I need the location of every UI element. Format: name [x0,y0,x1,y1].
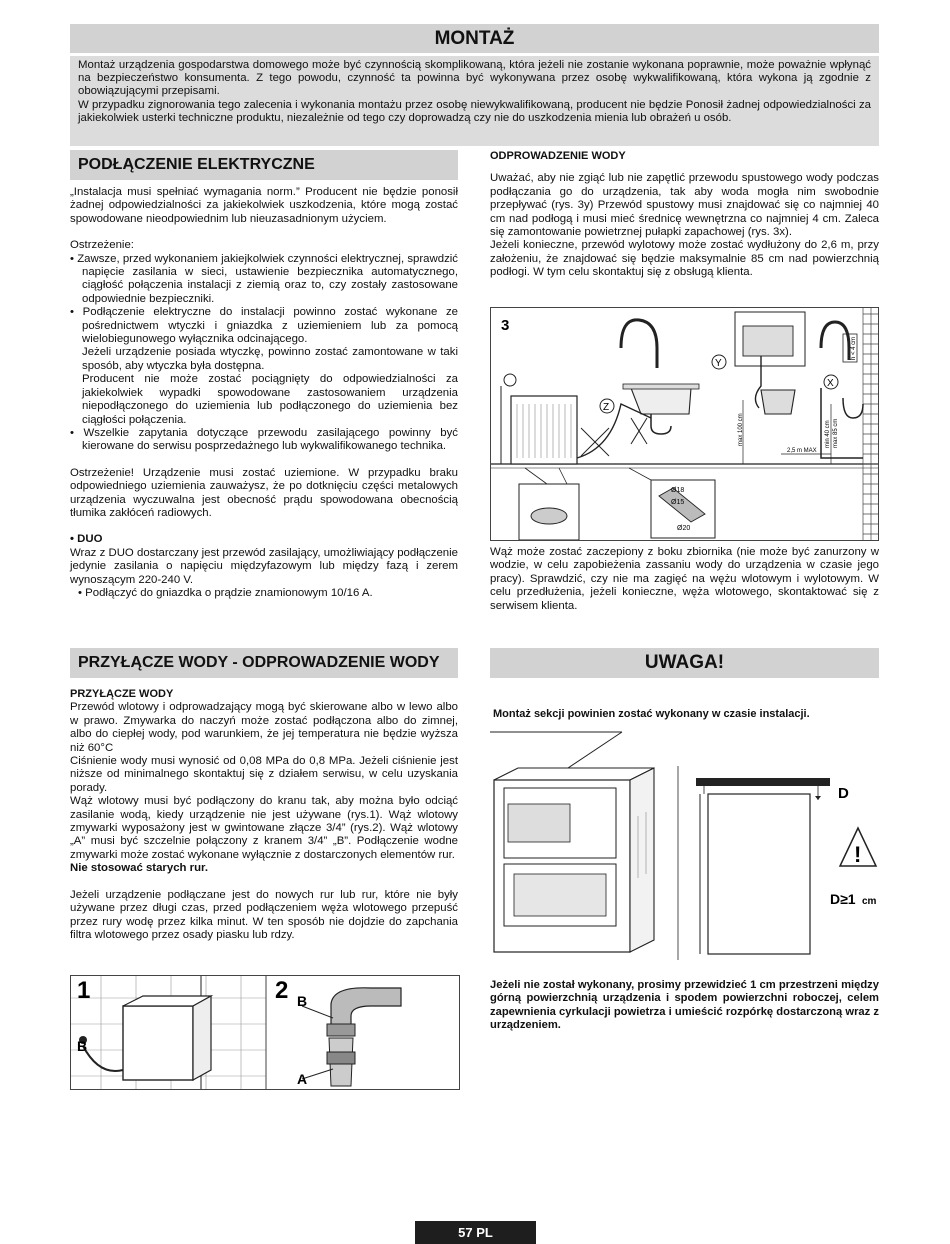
water-subheading: PRZYŁĄCZE WODY [70,688,174,700]
electrical-section [70,186,458,600]
uwaga-bottom-note: Jeżeli nie został wykonany, prosimy przewidzieć 1 cm przestrzeni między górną powierzchnią urządzenia i spodem powierzchni roboczej, celem zapewnienia cyrkulacji powietrza i umieścić rozpórkę dostarczoną wraz z urządzeniem. [490,979,879,1032]
intro-paragraph-1: Montaż urządzenia gospodarstwa domowego może być czynnością skomplikowaną, która jeżeli nie zostanie wykonana poprawnie, może poważnie wpłynąć na bezpieczeństwo konsumenta. Z tego powodu, czynność ta powinna być wykonywana przez osobę wykwalifikowaną, która wykona ją zgodnie z obowiązującymi przepisami. [78,59,871,98]
warning-bullet-2: • Podłączenie elektryczne do instalacji powinno zostać wykonane ze pośrednictwem wtyczki i gniazdka z uziemieniem lub za pomocą wielobiegunowego wyłącznika odcinającego. [70,306,458,346]
uwaga-note: Montaż sekcji powinien zostać wykonany w czasie instalacji. [493,708,810,720]
figure-3-label-y: Y [715,358,722,369]
electrical-paragraph: „Instalacja musi spełniać wymagania norm.” Producent nie będzie ponosił żadnej odpowiedzialności za jakiekolwiek uszkodzenia, które mogą zostać spowodowane nieodpowiednim lub nieuzasadnionym użyciem. [70,186,458,225]
figure-3-h4: h < 4 cm [851,336,857,360]
figure-3-label-z: Z [603,402,610,413]
figure-3-min-40: min 40 cm [825,420,831,448]
figure-installation [490,728,879,960]
section-title-uwaga: UWAGA! [490,648,879,678]
intro-paragraph-2: W przypadku zignorowania tego zalecenia i wykonania montażu przez osobę niewykwalifikowaną, producent nie będzie Ponosił żadnej odpowiedzialności za jakiekolwiek usterki techniczne produktu, niezależnie od tego czy doprowadzą czy nie do uszkodzenia mienia lub obrażeń u osób. [78,98,871,124]
figure-1-number: 1 [77,977,91,1004]
figure-1-2-drawing [71,976,460,1090]
water-paragraph-5: Jeżeli urządzenie podłączane jest do nowych rur lub rur, które nie były używane przez długi czas, przed podłączeniem węża wlotowego przepuść przez rury wodę przez kilka minut. W ten sposób nie dojdzie do zapchania filtra wlotowego przez osady piasku lub rdzy. [70,888,458,941]
figure-3-max-25: 2,5 m MAX [787,448,817,454]
warning-bullet-2-note-1: Jeżeli urządzenie posiada wtyczkę, powinno zostać zamontowane w taki sposób, aby wtyczka była dostępna. [82,346,458,372]
section-title-electrical: PODŁĄCZENIE ELEKTRYCZNE [70,150,458,180]
water-paragraph-1: Przewód wlotowy i odprowadzający mogą być skierowane albo w lewo albo w prawo. Zmywarka do naczyń może zostać podłączona albo do zimnej, albo do ciepłej wody, pod warunkiem, że jej temperatura nie będzie wyższa niż 60°C [70,701,458,754]
installation-label-cm: cm [862,896,877,907]
page-title: MONTAŻ [70,24,879,53]
grounding-paragraph: Ostrzeżenie! Urządzenie musi zostać uziemione. W przypadku braku odpowiedniego uziemienia zauważysz, że po dotknięciu części metalowych urządzenia wyczuwalna jest obecność prądu spowodowana obecnością tłumika zakłóceń radiowych. [70,466,458,519]
drain-subheading: ODPROWADZENIE WODY [490,150,626,162]
figure-2-label-a: A [297,1071,308,1087]
water-paragraph-3: Wąż wlotowy musi być podłączony do kranu tak, aby można było odciąć zasilanie wodą, kiedy urządzenie nie jest używane (rys.1). Wąż wlotowy zmywarki wyposażony jest w gwintowane złącze 3/4” (rys.2). Wąż wlotowy „A” musi być szczelnie połączony z kranem 3/4” „B”. Podłączenie wodne zmywarki może zostać wykonane wyłącznie z dostarczonych elementów rur. [70,795,458,861]
duo-heading: • DUO [70,533,103,546]
water-warning: Nie stosować starych rur. [70,862,209,875]
figure-3-d18: Ø18 [671,487,685,494]
water-section [70,688,458,942]
figure-3-number: 3 [501,317,510,334]
duo-paragraph: Wraz z DUO dostarczany jest przewód zasilający, umożliwiający podłączenie jedynie zasilania o napięciu międzyfazowym lub między fazą i zerem wynoszącym 220-240 V. [70,546,458,586]
figure-3-d15: Ø15 [671,499,685,506]
figure-3-d20: Ø20 [677,525,691,532]
section-title-water: PRZYŁĄCZE WODY - ODPROWADZENIE WODY [70,648,458,678]
warning-icon: ! [854,842,862,867]
warning-bullet-2-note-2: Producent nie może zostać pociągnięty do odpowiedzialności za jakiekolwiek wypadki spowodowane zastosowaniem urządzenia niepodłączonego do uziemienia lub podłączonego do uziemienia bez ciągłości połączenia. [82,373,458,426]
drain-notes [490,546,879,613]
figure-1-label-b: B [77,1038,88,1054]
water-paragraph-2: Ciśnienie wody musi wynosić od 0,08 MPa do 0,8 MPa. Jeżeli ciśnienie jest niższe od minimalnego skontaktuj się z działem serwisu, w celu uzyskania porady. [70,755,458,794]
warning-bullet-3: • Wszelkie zapytania dotyczące przewodu zasilającego powinny być kierowane do serwisu posprzedażnego lub wykwalifikowanego technika. [70,426,458,453]
drain-section [490,150,879,280]
duo-bullet: • Podłączyć do gniazdka o prądzie znamionowym 10/16 A. [78,586,373,599]
figure-3-label-x: X [827,378,834,389]
installation-label-d1: D≥1 [830,891,856,907]
figure-3-drawing [491,308,879,541]
drain-paragraph-1: Uważać, aby nie zgiąć lub nie zapętlić przewodu spustowego wody podczas podłączania go do urządzenia, tak aby woda mogła nim swobodnie przepływać (rys. 3y) Przewód spustowy musi znajdować się co najmniej 40 cm nad podłogą i musi mieć średnicę wewnętrzna co najmniej 4 cm. Zaleca się zamontowanie powietrznej pułapki zapachowej (rys. 3x). [490,172,879,239]
drain-paragraph-3: Wąż może zostać zaczepiony z boku zbiornika (nie może być zanurzony w wodzie, w celu zapobieżenia zassaniu wody do urządzenia w czasie jego pracy). Sprawdzić, czy nie ma zagięć na wężu wlotowym i wylotowym. W celu przedłużenia, jeżeli konieczne, węża wlotowego, skontaktować się z serwisem klienta. [490,546,879,612]
figure-2-number: 2 [275,977,289,1004]
installation-label-d: D [838,785,849,802]
figure-3-max-100: max 100 cm [738,413,744,446]
figure-3-max-85: max 85 cm [833,418,839,448]
warning-bullet-1: • Zawsze, przed wykonaniem jakiejkolwiek czynności elektrycznej, sprawdzić napięcie zasilania w sieci, ustawienie bezpiecznika automatycznego, ciągłość połączenia instalacji z ziemią oraz to, czy zostały zastosowane odpowiednie bezpieczniki. [70,252,458,305]
figure-installation-drawing [490,728,879,960]
warnings-label: Ostrzeżenie: [70,239,134,252]
figure-2-label-b: B [297,993,308,1009]
drain-paragraph-2: Jeżeli konieczne, przewód wylotowy może zostać wydłużony do 2,6 m, przy założeniu, że znajdować się będzie maksymalnie 85 cm nad powierzchnią podłogi. W tym celu skontaktuj się z obsługą klienta. [490,239,879,279]
figure-3 [490,307,879,541]
figure-1-2 [70,975,460,1090]
page-number: 57 PL [415,1221,536,1244]
intro-box [70,56,879,146]
